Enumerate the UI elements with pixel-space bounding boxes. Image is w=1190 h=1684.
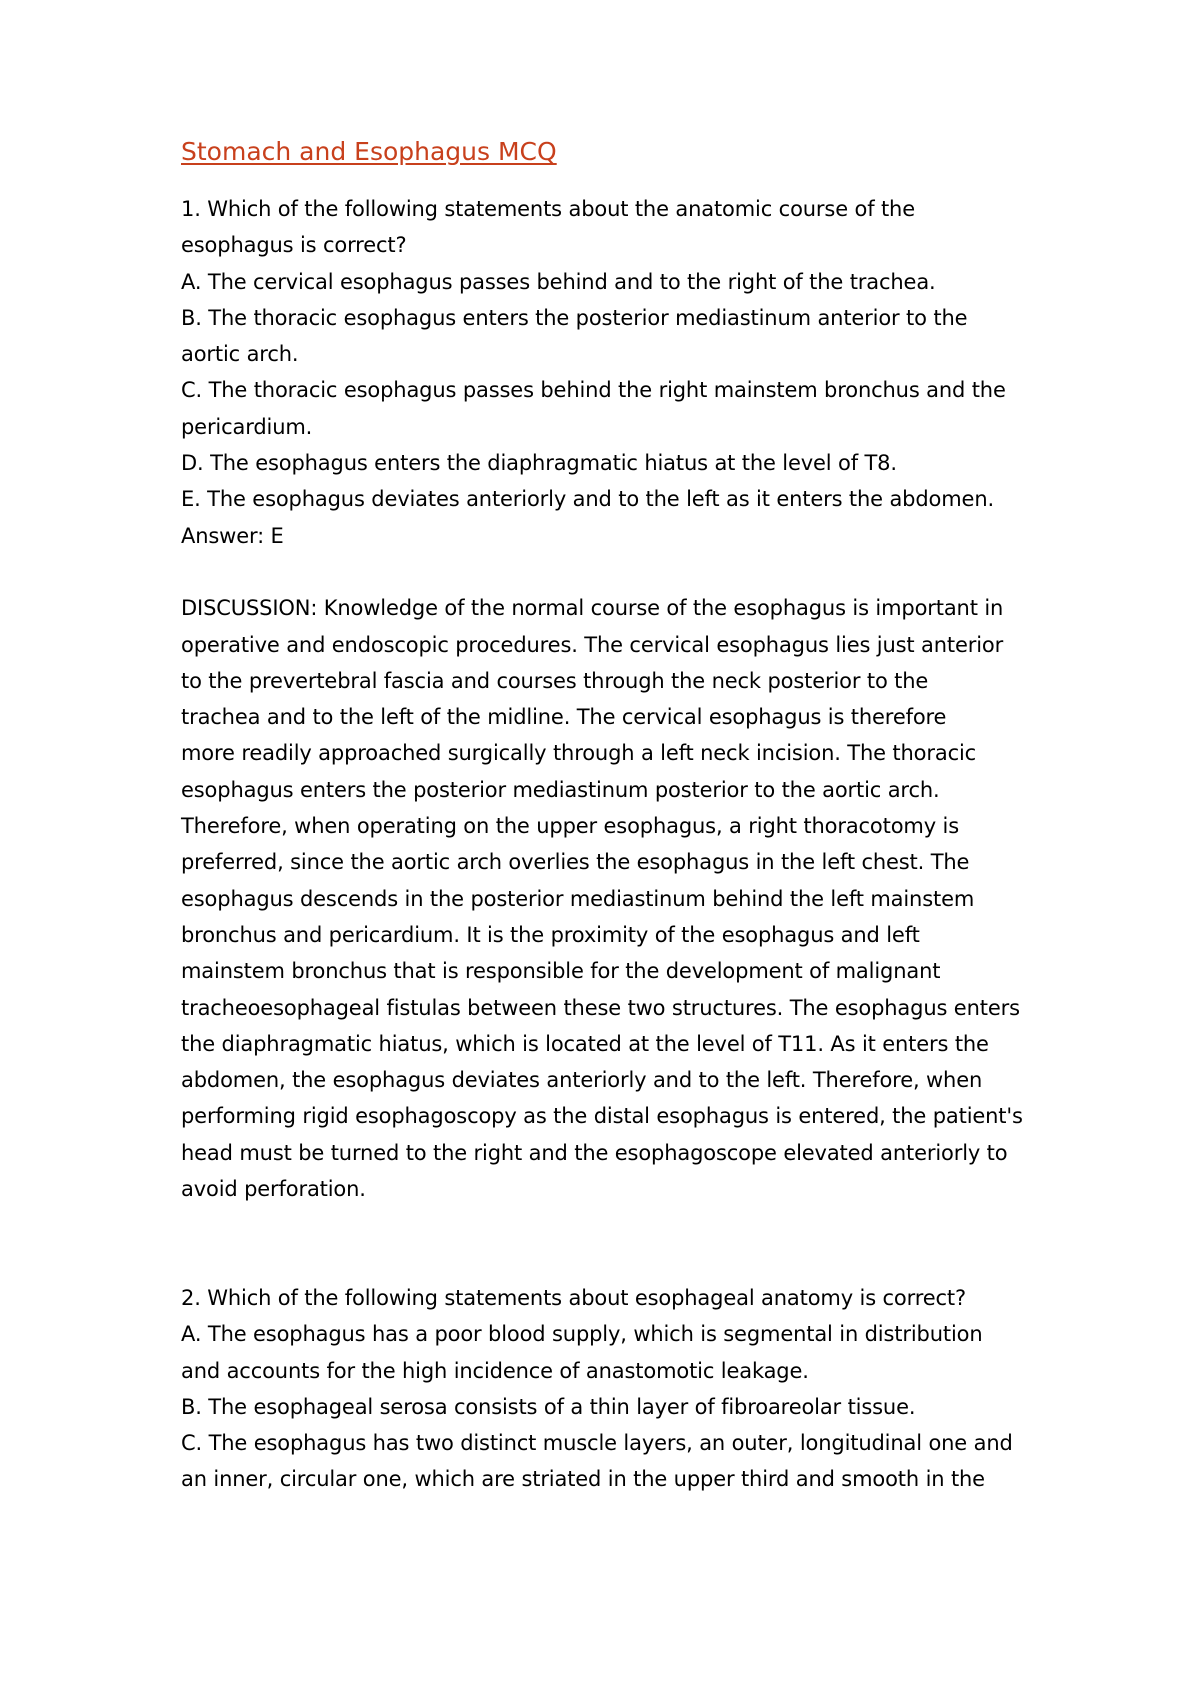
question-2-stem: 2. Which of the following statements about esophageal anatomy is correct? (181, 1285, 966, 1310)
discussion-line: bronchus and pericardium. It is the proximity of the esophagus and left (181, 922, 920, 947)
spacer (181, 554, 1041, 590)
question-1-discussion (181, 590, 1041, 1207)
discussion-line: head must be turned to the right and the esophagoscope elevated anteriorly to (181, 1140, 1008, 1165)
question-1-option-d: D. The esophagus enters the diaphragmatic hiatus at the level of T8. (181, 451, 897, 476)
question-2-option-c-cont: an inner, circular one, which are striated in the upper third and smooth in the (181, 1467, 985, 1492)
discussion-line: DISCUSSION: Knowledge of the normal course of the esophagus is important in (181, 596, 1004, 621)
question-2-option-a: A. The esophagus has a poor blood supply, which is segmental in distribution (181, 1322, 983, 1347)
question-1 (181, 191, 1041, 554)
question-1-option-a: A. The cervical esophagus passes behind and to the right of the trachea. (181, 269, 936, 294)
discussion-line: more readily approached surgically through a left neck incision. The thoracic (181, 741, 977, 766)
question-1-option-c: C. The thoracic esophagus passes behind the right mainstem bronchus and the (181, 378, 1006, 403)
discussion-line: preferred, since the aortic arch overlies the esophagus in the left chest. The (181, 850, 970, 875)
document-title: Stomach and Esophagus MCQ (181, 137, 557, 166)
discussion-line: performing rigid esophagoscopy as the distal esophagus is entered, the patient's (181, 1104, 1023, 1129)
question-1-option-b: B. The thoracic esophagus enters the posterior mediastinum anterior to the (181, 305, 968, 330)
question-2-option-b: B. The esophageal serosa consists of a thin layer of fibroareolar tissue. (181, 1394, 916, 1419)
question-1-line: esophagus is correct? (181, 233, 407, 258)
spacer (181, 1207, 1041, 1280)
discussion-line: esophagus enters the posterior mediastinum posterior to the aortic arch. (181, 777, 940, 802)
discussion-line: tracheoesophageal fistulas between these two structures. The esophagus enters (181, 995, 1020, 1020)
discussion-line: the diaphragmatic hiatus, which is located at the level of T11. As it enters the (181, 1031, 989, 1056)
discussion-line: esophagus descends in the posterior mediastinum behind the left mainstem (181, 886, 975, 911)
document-page (181, 134, 1041, 1498)
discussion-line: mainstem bronchus that is responsible for the development of malignant (181, 959, 941, 984)
discussion-line: operative and endoscopic procedures. The cervical esophagus lies just anterior (181, 632, 1004, 657)
discussion-line: abdomen, the esophagus deviates anteriorly and to the left. Therefore, when (181, 1068, 983, 1093)
discussion-line: Therefore, when operating on the upper esophagus, a right thoracotomy is (181, 814, 959, 839)
question-1-option-b-cont: aortic arch. (181, 342, 299, 367)
discussion-line: avoid perforation. (181, 1177, 366, 1202)
question-2-option-c: C. The esophagus has two distinct muscle layers, an outer, longitudinal one and (181, 1431, 1013, 1456)
discussion-line: trachea and to the left of the midline. The cervical esophagus is therefore (181, 705, 947, 730)
question-2 (181, 1280, 1041, 1498)
question-1-option-c-cont: pericardium. (181, 414, 313, 439)
discussion-line: to the prevertebral fascia and courses through the neck posterior to the (181, 668, 929, 693)
question-2-option-a-cont: and accounts for the high incidence of anastomotic leakage. (181, 1358, 809, 1383)
question-1-option-e: E. The esophagus deviates anteriorly and to the left as it enters the abdomen. (181, 487, 995, 512)
question-1-line: 1. Which of the following statements about the anatomic course of the (181, 197, 915, 221)
question-1-answer: Answer: E (181, 523, 284, 548)
